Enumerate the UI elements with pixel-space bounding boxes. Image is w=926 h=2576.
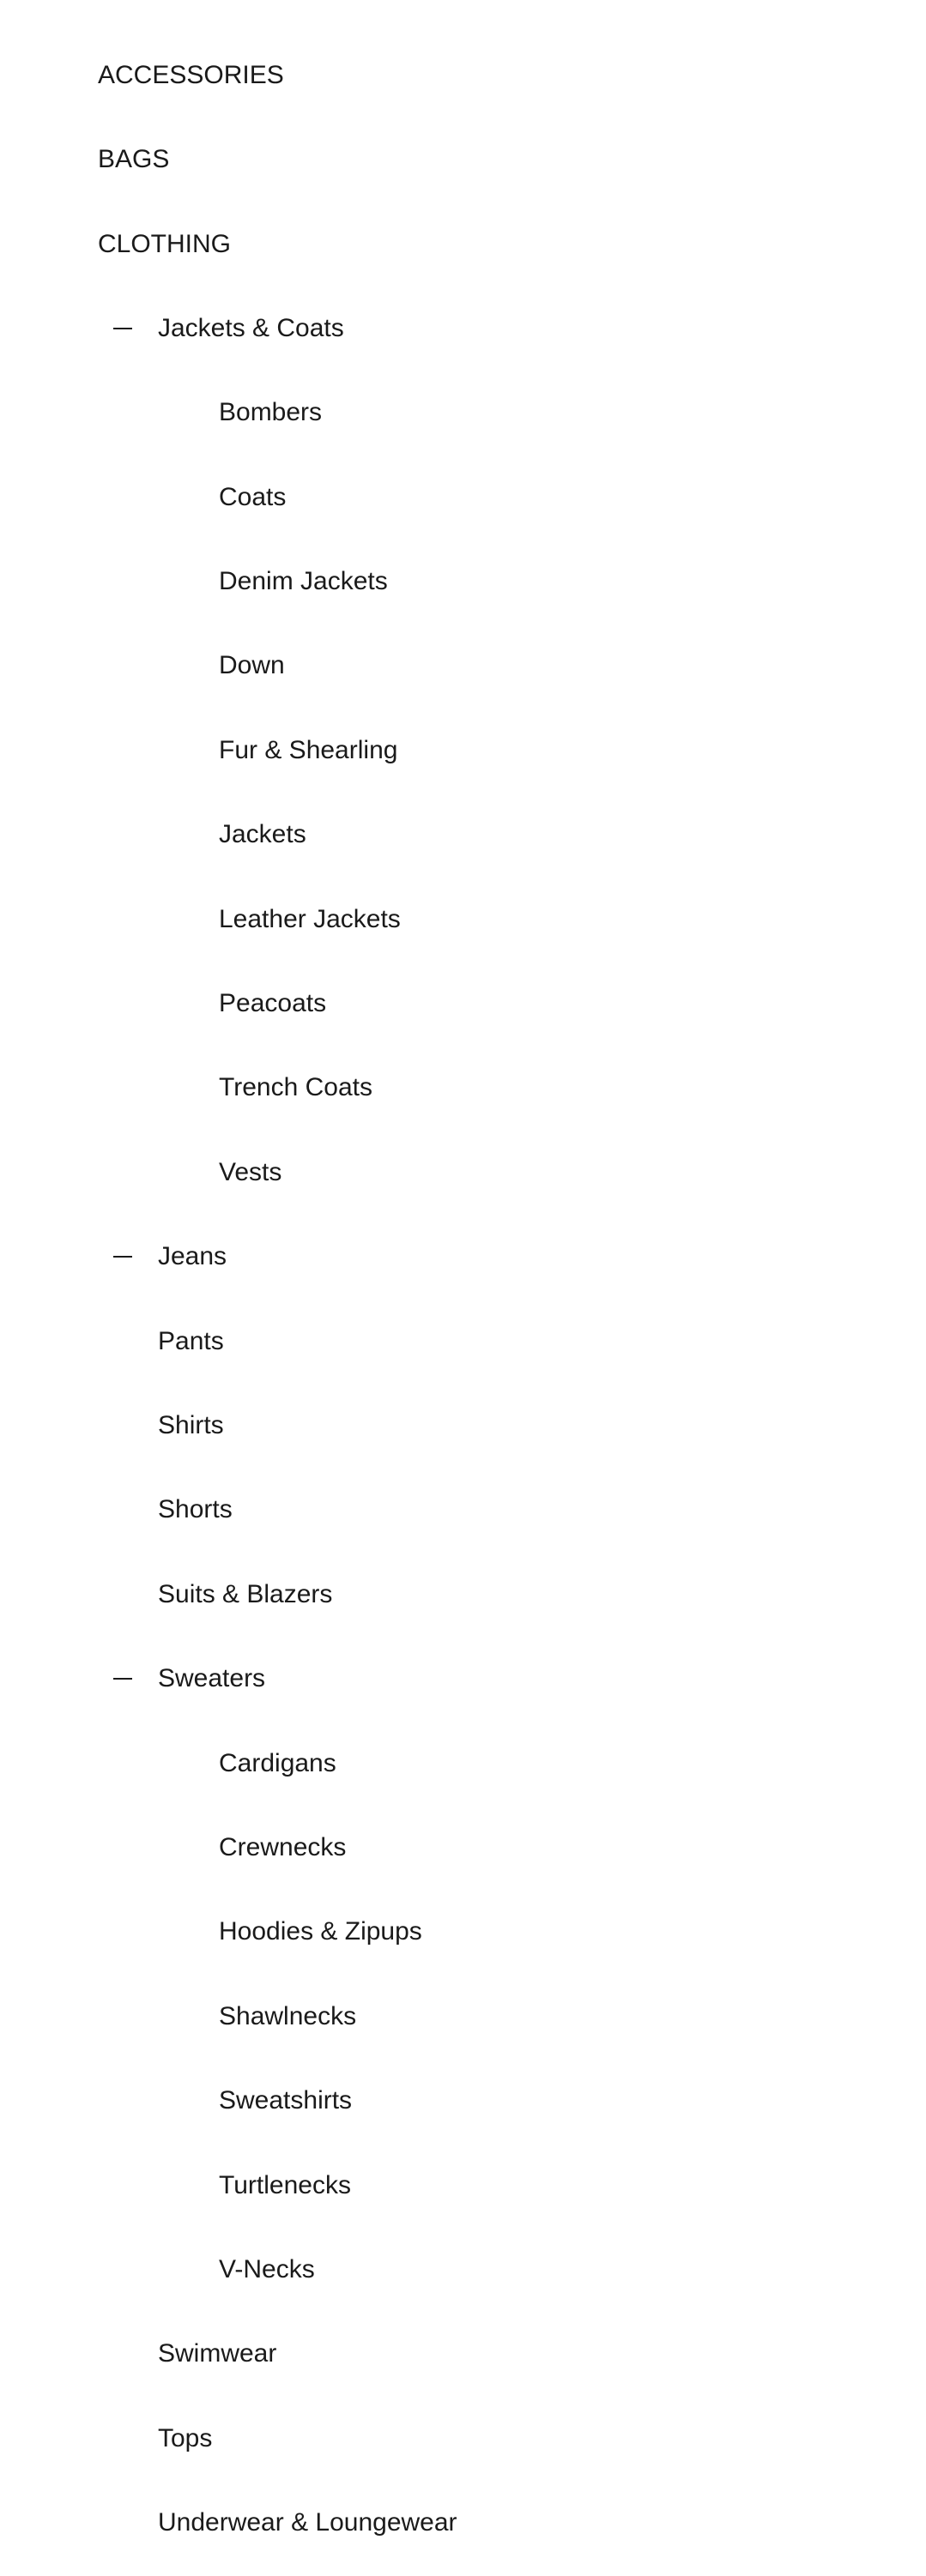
menu-item-label: BAGS bbox=[98, 145, 170, 173]
menu-item-label: Crewnecks bbox=[219, 1833, 347, 1861]
menu-item-trench-coats[interactable] bbox=[219, 1046, 372, 1130]
menu-item-v-necks[interactable] bbox=[219, 2228, 315, 2312]
menu-item-label: Turtlenecks bbox=[219, 2171, 351, 2199]
menu-item-label: Vests bbox=[219, 1158, 282, 1186]
collapse-dash-icon[interactable] bbox=[113, 1678, 132, 1680]
menu-item-turtlenecks[interactable] bbox=[219, 2144, 351, 2228]
menu-item-suits-blazers[interactable] bbox=[158, 1553, 332, 1637]
menu-item-hoodies-zipups[interactable] bbox=[219, 1890, 422, 1974]
menu-item-label: Trench Coats bbox=[219, 1073, 372, 1101]
menu-item-sweatshirts[interactable] bbox=[219, 2059, 352, 2143]
menu-item-label: Jackets & Coats bbox=[158, 314, 344, 342]
menu-item-label: Jackets bbox=[219, 820, 306, 848]
menu-item-label: Shorts bbox=[158, 1495, 233, 1523]
menu-item-label: ACCESSORIES bbox=[98, 61, 284, 89]
menu-item-bags[interactable] bbox=[98, 118, 169, 202]
menu-item-peacoats[interactable] bbox=[219, 962, 326, 1046]
menu-item-label: Denim Jackets bbox=[219, 567, 388, 595]
menu-item-label: Pants bbox=[158, 1327, 224, 1355]
menu-item-swimwear[interactable] bbox=[158, 2312, 276, 2396]
menu-item-pants[interactable] bbox=[158, 1300, 224, 1384]
menu-item-crewnecks[interactable] bbox=[219, 1806, 346, 1890]
menu-item-jeans[interactable] bbox=[113, 1215, 227, 1299]
menu-item-jackets-coats[interactable] bbox=[113, 287, 344, 371]
collapse-dash-icon[interactable] bbox=[113, 328, 132, 329]
menu-item-label: Sweaters bbox=[158, 1664, 266, 1692]
menu-item-accessories[interactable] bbox=[98, 33, 284, 118]
menu-item-shirts[interactable] bbox=[158, 1384, 224, 1468]
menu-item-underwear-loungewear[interactable] bbox=[158, 2481, 457, 2565]
menu-item-label: Swimwear bbox=[158, 2339, 277, 2368]
menu-item-fur-shearling[interactable] bbox=[219, 709, 397, 793]
menu-item-label: CLOTHING bbox=[98, 230, 232, 258]
menu-item-cardigans[interactable] bbox=[219, 1722, 336, 1806]
menu-item-label: Peacoats bbox=[219, 989, 327, 1017]
menu-item-label: Suits & Blazers bbox=[158, 1580, 333, 1608]
menu-item-vests[interactable] bbox=[219, 1131, 281, 1215]
menu-item-clothing[interactable] bbox=[98, 202, 231, 287]
menu-item-tops[interactable] bbox=[158, 2397, 212, 2481]
menu-item-label: Leather Jackets bbox=[219, 905, 401, 933]
menu-item-label: Jeans bbox=[158, 1242, 227, 1270]
menu-item-shorts[interactable] bbox=[158, 1468, 233, 1552]
collapse-dash-icon[interactable] bbox=[113, 1256, 132, 1258]
menu-item-label: Shirts bbox=[158, 1411, 224, 1439]
menu-item-label: Tops bbox=[158, 2424, 213, 2452]
menu-item-leather-jackets[interactable] bbox=[219, 878, 401, 962]
menu-item-label: Underwear & Loungewear bbox=[158, 2508, 457, 2537]
menu-item-jackets[interactable] bbox=[219, 793, 306, 877]
menu-item-label: Hoodies & Zipups bbox=[219, 1917, 422, 1946]
menu-item-label: Shawlnecks bbox=[219, 2002, 357, 2030]
menu-item-label: Bombers bbox=[219, 398, 323, 426]
menu-item-sweaters[interactable] bbox=[113, 1637, 265, 1721]
menu-item-label: Down bbox=[219, 651, 285, 679]
menu-item-coats[interactable] bbox=[219, 455, 286, 540]
menu-item-label: V-Necks bbox=[219, 2255, 315, 2283]
menu-item-label: Fur & Shearling bbox=[219, 736, 398, 764]
menu-item-shawlnecks[interactable] bbox=[219, 1975, 356, 2059]
menu-item-label: Coats bbox=[219, 483, 287, 511]
menu-item-label: Cardigans bbox=[219, 1749, 336, 1777]
menu-item-bombers[interactable] bbox=[219, 371, 322, 455]
menu-item-denim-jackets[interactable] bbox=[219, 540, 388, 624]
menu-item-down[interactable] bbox=[219, 624, 285, 708]
menu-item-label: Sweatshirts bbox=[219, 2086, 353, 2114]
